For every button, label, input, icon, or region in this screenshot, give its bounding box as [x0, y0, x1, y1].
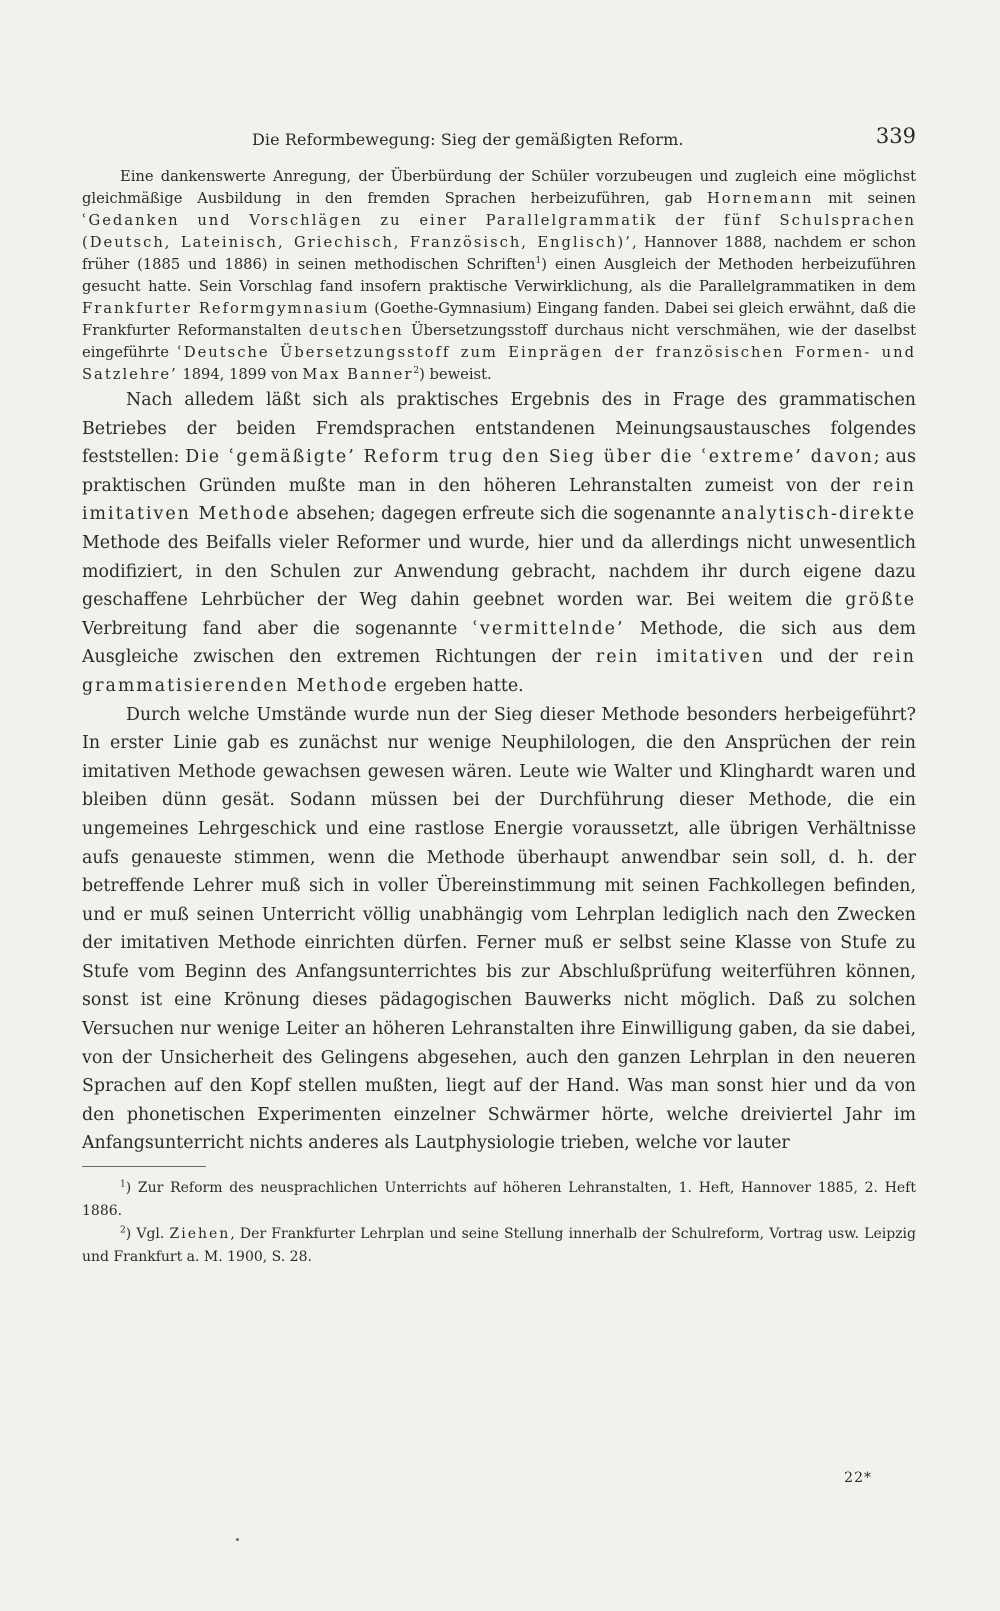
spaced-text: Hornemann [706, 190, 814, 207]
footnote-ref-1: 1 [535, 256, 542, 267]
page-number: 339 [875, 124, 916, 148]
spaced-text: Max Banner [302, 366, 414, 383]
paragraph-umstaende: Durch welche Umstände wurde nun der Sieg dieser Methode besonders herbeigeführt? In erster Linie gab es zunächst nur wenige Neuphilologen, die den Ansprüchen der rein imitativen Methode gewachsen gewesen wären. Leute wie Walter und Klinghardt waren und bleiben dünn gesät. Sodann müssen bei der Durchführung dieser Methode, die ein ungemeines Lehrgeschick und eine rastlose Energie voraussetzt, alle übrigen Verhältnisse aufs genaueste stimmen, wenn die Methode überhaupt anwendbar sein soll, d. h. der betreffende Lehrer muß sich in voller Übereinstimmung mit seinen Fachkollegen befinden, und er muß seinen Unterricht völlig unabhängig vom Lehrplan lediglich nach den Zwecken der imitativen Methode einrichten dürfen. Ferner muß er selbst seine Klasse von Stufe zu Stufe vom Beginn des Anfangsunterrichtes bis zur Abschlußprüfung weiterführen können, sonst ist eine Krönung dieses pädagogischen Bauwerks nicht möglich. Daß zu solchen Versuchen nur wenige Leiter an höheren Lehranstalten ihre Einwilligung gaben, da sie dabei, von der Unsicherheit des Gelingens abgesehen, auch den ganzen Lehrplan in den neueren Sprachen auf den Kopf stellen mußten, liegt auf der Hand. Was man sonst hier und da von den phonetischen Experimenten einzelner Schwärmer hörte, welche dreiviertel Jahr im Anfangsunterricht nichts anderes als Lautphysiologie trieben, welche vor lauter [82, 704, 916, 1154]
spaced-text: rein grammatisierenden Methode [82, 647, 917, 696]
spaced-text: ʿDeutsche Übersetzungsstoff zum Einprägen der französischen Formen- und Satzlehre’ [82, 344, 916, 383]
spaced-text: größte [845, 590, 916, 611]
printer-signature: 22* [844, 1470, 872, 1486]
page-header [82, 124, 916, 158]
spaced-text: Die ʿgemäßigte’ Reform trug den Sieg über die ʿextreme’ davon [185, 447, 874, 468]
spaced-text: Frankfurter Reformgymnasium [82, 300, 370, 317]
spaced-text: Ziehen [169, 1226, 231, 1243]
footnote-2: $^2$) Vgl. Ziehen, Der Frankfurter Lehrplan und seine Stellung innerhalb der Schulreform, Vortrag usw. Leipzig und Frankfurt a. M. 1900, S. 28. [82, 1225, 916, 1266]
footnote-1: $^1$) Zur Reform des neusprachlichen Unterrichts auf höheren Lehranstalten, 1. Heft, Hannover 1885, 2. Heft 1886. [82, 1179, 916, 1220]
spaced-text: rein imitativen [595, 647, 765, 668]
spaced-text: rein imitativen Methode [82, 475, 916, 525]
spaced-text: deutschen [308, 322, 404, 339]
running-title: Die Reformbewegung: Sieg der gemäßigten Reform. [252, 130, 684, 149]
spaced-text: analytisch-direkte [721, 504, 916, 525]
spaced-text: ʿvermittelnde’ [472, 618, 625, 639]
footnote-mark: 1 [120, 1179, 126, 1190]
paragraph-ergebnis: Nach alledem läßt sich als praktisches Ergebnis des in Frage des grammatischen Betriebes der beiden Fremdsprachen entstandenen Meinungsaustausches folgendes feststellen: Die ʿgemäßigte’ Reform trug den Sieg über die ʿextreme’ davon; aus praktischen Gründen mußte man in den höheren Lehranstalten zumeist von der rein imitativen Methode absehen; dagegen erfreute sich die sogenannte analytisch-direkte Methode des Beifalls vieler Reformer und wurde, hier und da allerdings nicht unwesentlich modifiziert, in den Schulen zur Anwendung gebracht, nachdem ihr durch eigene dazu geschaffene Lehrbücher der Weg dahin geebnet worden war. Bei weitem die größte Verbreitung fand aber die sogenannte ʿvermittelnde’ Methode, die sich aus dem Ausgleiche zwischen den extremen Richtungen der rein imitativen und der rein grammatisierenden Methode ergeben hatte. [82, 390, 917, 696]
paragraph-hornemann: Eine dankenswerte Anregung, der Überbürdung der Schüler vorzubeugen und zugleich eine möglichst gleichmäßige Ausbildung in den fremden Sprachen herbeizuführen, gab Hornemann mit seinen ʿGedanken und Vorschlägen zu einer Parallelgrammatik der fünf Schulsprachen (Deutsch, Lateinisch, Griechisch, Französisch, Englisch)’, Hannover 1888, nachdem er schon früher (1885 und 1886) in seinen methodischen Schriften$^1$) einen Ausgleich der Methoden herbeizuführen gesucht hatte. Sein Vorschlag fand insofern praktische Verwirklichung, als die Parallelgrammatiken in dem Frankfurter Reformgymnasium (Goethe-Gymnasium) Eingang fanden. Dabei sei gleich erwähnt, daß die Frankfurter Reformanstalten deutschen Übersetzungsstoff durchaus nicht verschmähen, wie der daselbst eingeführte ʿDeutsche Übersetzungsstoff zum Einprägen der französischen Formen- und Satzlehre’ 1894, 1899 von Max Banner$^2$) beweist. [82, 168, 917, 383]
paper-speck [236, 1538, 239, 1541]
footnote-divider [82, 1166, 206, 1167]
footnote-ref-2: 2 [413, 366, 420, 377]
footnote-mark: 2 [120, 1225, 126, 1236]
spaced-text: ʿGedanken und Vorschlägen zu einer Parallelgrammatik der fünf Schulsprachen (Deutsch, Lateinisch, Griechisch, Französisch, Englisch)’ [82, 212, 916, 251]
